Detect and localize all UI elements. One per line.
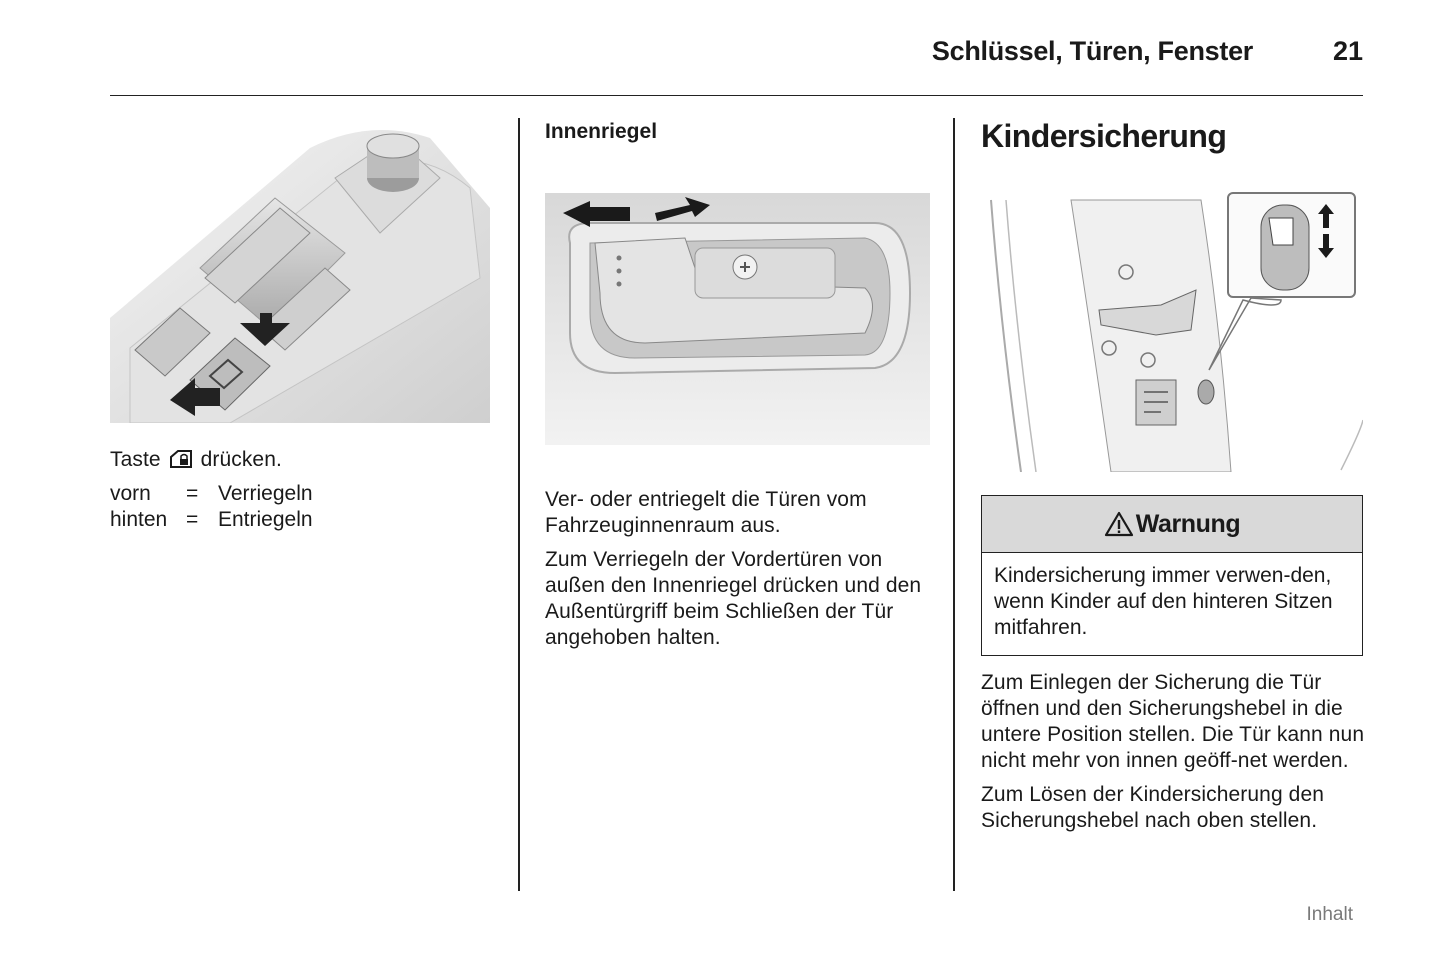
header-rule xyxy=(110,95,1363,96)
section-heading-innenriegel: Innenriegel xyxy=(545,120,658,143)
window-switch-illustration xyxy=(110,118,490,423)
door-handle-illustration xyxy=(545,183,930,445)
kindersicherung-paragraph-1: Zum Einlegen der Sicherung die Tür öffnen und den Sicherungshebel in die untere Position stellen. Die Tür kann nun nicht mehr von innen geöff-net werden. xyxy=(981,671,1365,772)
warning-box xyxy=(981,495,1363,656)
instruction-before: Taste xyxy=(110,448,161,471)
lock-row-key: hinten xyxy=(110,508,168,531)
instruction-after: drücken. xyxy=(200,448,282,471)
lock-row-front xyxy=(110,481,313,507)
warning-triangle-icon xyxy=(1104,511,1134,537)
section-title-kindersicherung: Kindersicherung xyxy=(981,118,1227,154)
footer-contents-link[interactable]: Inhalt xyxy=(1306,904,1353,925)
innenriegel-paragraph-2: Zum Verriegeln der Vordertüren von außen den Innenriegel drücken und den Außentürgriff beim Schließen der Tür angehoben halten. xyxy=(545,548,922,649)
kindersicherung-paragraph-2: Zum Lösen der Kindersicherung den Sicherungshebel nach oben stellen. xyxy=(981,783,1325,832)
instruction-text xyxy=(110,447,282,473)
lock-row-eq: = xyxy=(186,482,199,505)
child-lock-illustration xyxy=(981,190,1363,472)
lock-row-key: vorn xyxy=(110,482,151,505)
lock-row-value: Entriegeln xyxy=(218,508,313,531)
lock-row-rear xyxy=(110,507,313,533)
column-divider-left xyxy=(518,118,520,891)
page-number: 21 xyxy=(1332,36,1363,66)
warning-title: Warnung xyxy=(1135,509,1241,538)
innenriegel-text xyxy=(545,487,937,659)
door-lock-icon xyxy=(169,449,193,469)
lock-row-value: Verriegeln xyxy=(218,482,313,505)
warning-header xyxy=(982,496,1362,553)
page-header-title: Schlüssel, Türen, Fenster xyxy=(931,36,1253,66)
kindersicherung-text xyxy=(981,670,1365,842)
warning-text: Kindersicherung immer verwen-den, wenn Kinder auf den hinteren Sitzen mitfahren. xyxy=(994,564,1333,639)
column-divider-right xyxy=(953,118,955,891)
lock-row-eq: = xyxy=(186,508,199,531)
lock-key-table xyxy=(110,481,313,533)
innenriegel-paragraph-1: Ver- oder entriegelt die Türen vom Fahrzeuginnenraum aus. xyxy=(545,488,867,537)
